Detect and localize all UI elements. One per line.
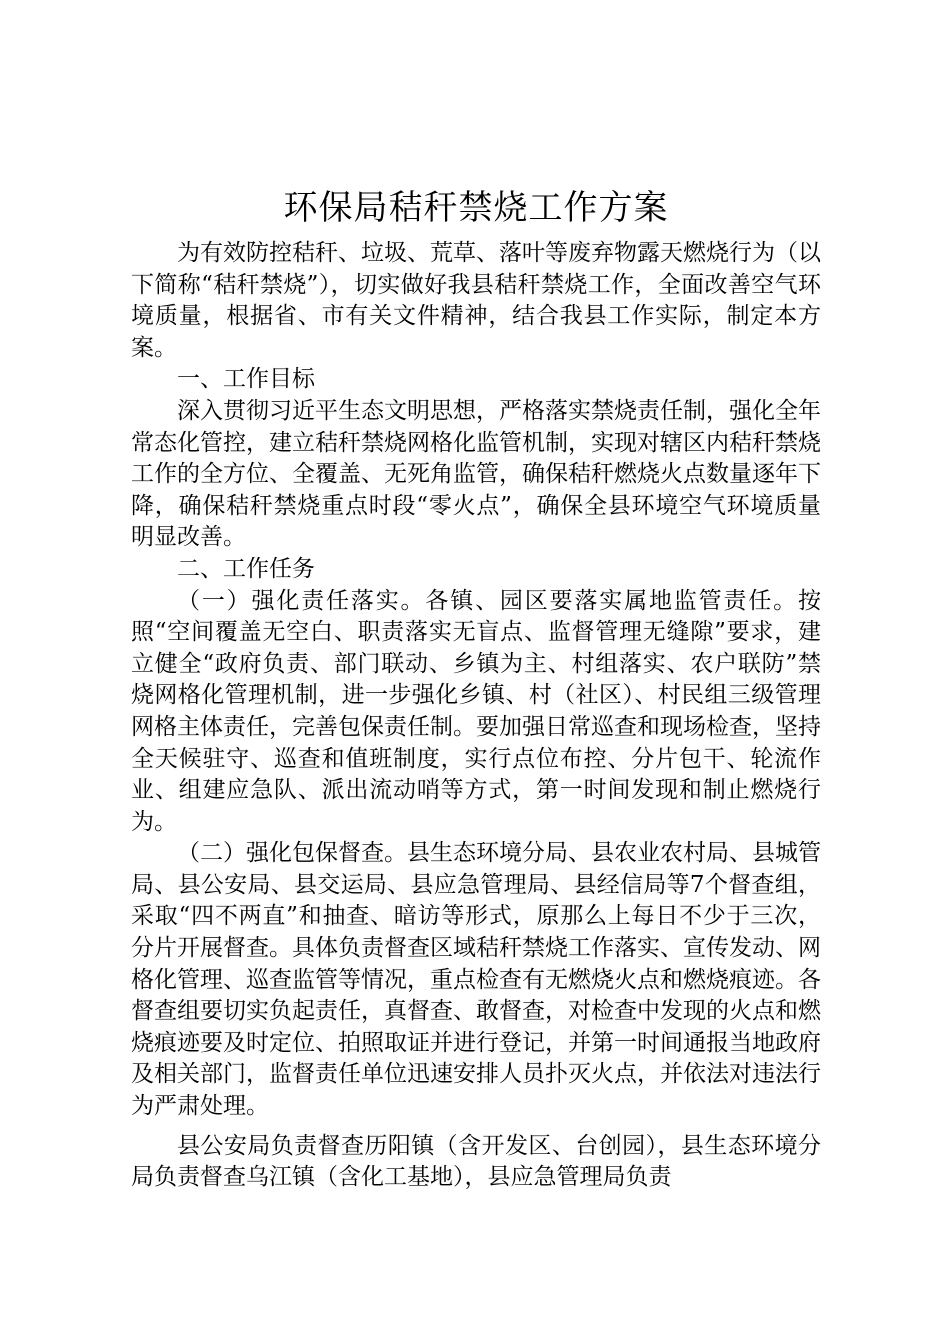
section-heading-goals: 一、工作目标: [177, 366, 315, 393]
document-title: 环保局秸秆禁烧工作方案: [283, 188, 669, 228]
paragraph-goals: 深入贯彻习近平生态文明思想，严格落实禁烧责任制，强化全年常态化管控，建立秸秆禁烧网格化监管机制，实现对辖区内秸秆禁烧工作的全方位、全覆盖、无死角监管，确保秸秆燃烧火点数量逐年下降，确保秸秆禁烧重点时段“零火点”，确保全县环境空气环境质量明显改善。: [131, 397, 821, 551]
paragraph-assignments: 县公安局负责督查历阳镇（含开发区、台创园），县生态环境分局负责督查乌江镇（含化工基地），县应急管理局负责: [131, 1132, 821, 1191]
paragraph-task-2: （二）强化包保督查。县生态环境分局、县农业农村局、县城管局、县公安局、县交运局、县应急管理局、县经信局等7个督查组，采取“四不两直”和抽查、暗访等形式，原那么上每日不少于三次，分片开展督查。具体负责督查区域秸秆禁烧工作落实、宣传发动、网格化管理、巡查监管等情况，重点检查有无燃烧火点和燃烧痕迹。各督查组要切实负起责任，真督查、敢督查，对检查中发现的火点和燃烧痕迹要及时定位、拍照取证并进行登记，并第一时间通报当地政府及相关部门，监督责任单位迅速安排人员扑灭火点，并依法对违法行为严肃处理。: [131, 840, 821, 1120]
section-heading-tasks: 二、工作任务: [177, 555, 315, 582]
paragraph-intro: 为有效防控秸秆、垃圾、荒草、落叶等废弃物露天燃烧行为（以下简称“秸秆禁烧”），切实做好我县秸秆禁烧工作，全面改善空气环境质量，根据省、市有关文件精神，结合我县工作实际，制定本方案。: [131, 240, 821, 361]
document-page: [131, 180, 821, 1194]
paragraph-task-1: （一）强化责任落实。各镇、园区要落实属地监管责任。按照“空间覆盖无空白、职责落实无盲点、监督管理无缝隙”要求，建立健全“政府负责、部门联动、乡镇为主、村组落实、农户联防”禁烧网格化管理机制，进一步强化乡镇、村（社区）、村民组三级管理网格主体责任，完善包保责任制。要加强日常巡查和现场检查，坚持全天候驻守、巡查和值班制度，实行点位布控、分片包干、轮流作业、组建应急队、派出流动哨等方式，第一时间发现和制止燃烧行为。: [131, 587, 821, 835]
